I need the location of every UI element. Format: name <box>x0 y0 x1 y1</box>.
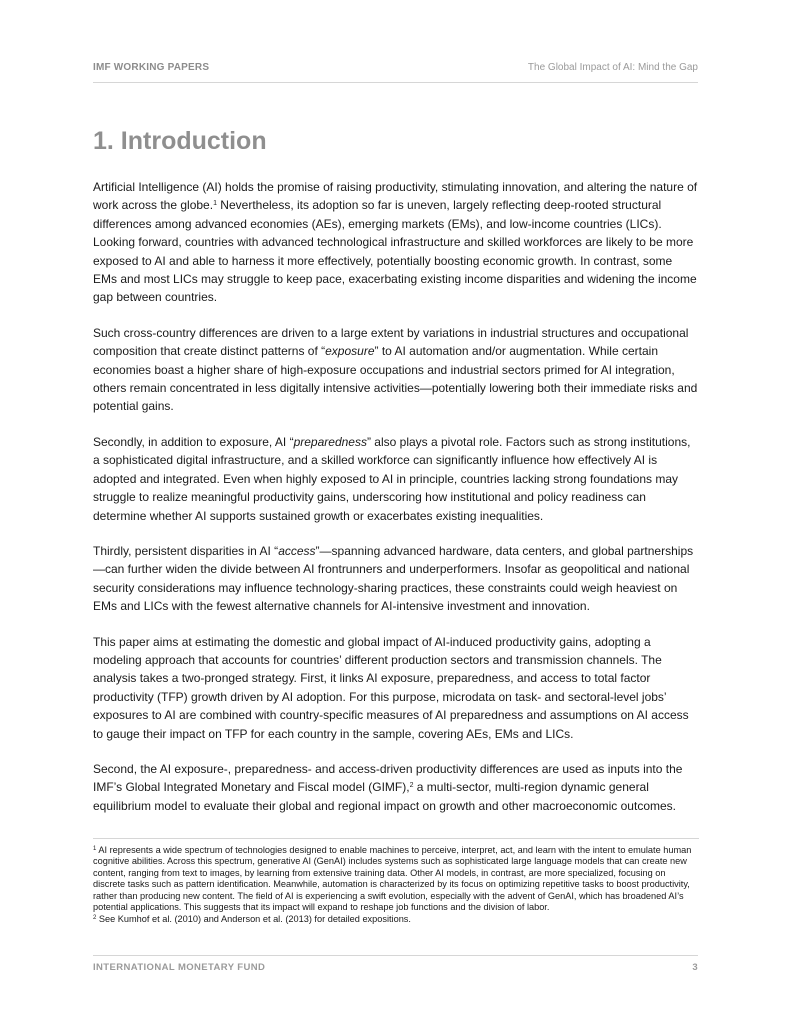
paragraph-4 <box>93 542 699 616</box>
paragraph-6-text-b: a multi-sector, multi-region dynamic general equilibrium model to evaluate their global and regional impact on growth and other macroeconomic outcomes. <box>93 780 676 813</box>
footnote-2 <box>93 914 699 925</box>
paragraph-4-text-b: ”—spanning advanced hardware, data centers, and global partnerships—can further widen the divide between AI frontrunners and underperformers. Insofar as geopolitical and national security considerations may influence technology-sharing practices, these constraints could weigh heaviest on EMs and LICs with the fewest alternative channels for AI-intensive investment and innovation. <box>93 543 694 614</box>
paragraph-2 <box>93 324 699 416</box>
paragraph-6 <box>93 760 699 815</box>
footnote-1 <box>93 845 699 913</box>
paragraph-4-text-a: Thirdly, persistent disparities in AI “ <box>93 543 279 558</box>
term-exposure: exposure <box>325 344 375 359</box>
footnote-2-text: See Kumhof et al. (2010) and Anderson et al. (2013) for detailed expositions. <box>96 914 411 925</box>
footnotes <box>93 838 699 927</box>
paragraph-2-text-b: ” to AI automation and/or augmentation. While certain economies boast a higher share of high-exposure occupations and industrial sectors primed for AI integration, others remain concentrated in less digitally intensive activities—potentially lowering both their immediate risks and potential gains. <box>93 344 698 414</box>
paragraph-1-text-a: Artificial Intelligence (AI) holds the promise of raising productivity, stimulating innovation, and altering the nature of work across the globe. <box>93 180 698 213</box>
header-paper-title: The Global Impact of AI: Mind the Gap <box>527 62 698 73</box>
footnote-1-number: 1 <box>93 846 97 852</box>
paragraph-5: This paper aims at estimating the domestic and global impact of AI-induced productivity gains, adopting a modeling approach that accounts for countries’ different production sectors and transmission channels. The analysis takes a two-pronged strategy. First, it links AI exposure, preparedness, and access to total factor productivity (TFP) growth driven by AI adoption. For this purpose, microdata on task- and sectoral-level jobs’ exposures to AI are combined with country-specific measures of AI preparedness and assumptions on AI access to gauge their impact on TFP for each country in the sample, covering AEs, EMs and LICs. <box>93 634 689 741</box>
footnote-2-number: 2 <box>93 915 97 922</box>
footnote-1-text: AI represents a wide spectrum of technologies designed to enable machines to perceive, interpret, act, and learn with the intent to emulate human cognitive abilities. Across this spectrum, generative AI (GenAI) includes systems such as sophisticated large language models that can create new content, ranging from text to images, by learning from extensive training data. Other AI models, in contrast, are more specialized, focusing on discrete tasks such as pattern identification. Meanwhile, automation is characterized by its focus on optimizing repetitive tasks to boost productivity, rather than producing new content. The field of AI is experiencing a swift evolution, especially with the advent of GenAI, which has broadened AI’s potential applications. This suggests that its impact will expand to reshape job functions and the division of labor. <box>93 845 692 913</box>
paragraph-2-text-a: Such cross-country differences are driven to a large extent by variations in industrial structures and occupational composition that create distinct patterns of “ <box>93 325 689 359</box>
paragraph-3 <box>93 433 699 525</box>
term-access: access <box>278 543 316 558</box>
page-number: 3 <box>692 962 698 973</box>
paragraph-3-text-b: ” also plays a pivotal role. Factors such as strong institutions, a sophisticated digital infrastructure, and a skilled workforce can significantly influence how effectively AI is adopted and integrated. Even when highly exposed to AI in principle, countries lacking strong foundations may struggle to realize meaningful productivity gains, underscoring how institutional and policy readiness can determine whether AI supports sustained growth or exacerbates existing inequalities. <box>93 434 691 523</box>
running-footer <box>93 955 698 973</box>
footnote-ref-2[interactable]: 2 <box>409 782 414 790</box>
header-series-title: IMF WORKING PAPERS <box>93 62 210 73</box>
section-title: 1. Introduction <box>93 127 267 155</box>
body-text <box>93 178 699 832</box>
footer-organization: INTERNATIONAL MONETARY FUND <box>93 962 266 973</box>
term-preparedness: preparedness <box>293 434 367 449</box>
paragraph-3-text-a: Secondly, in addition to exposure, AI “ <box>93 434 294 449</box>
paragraph-1-text-b: Nevertheless, its adoption so far is uneven, largely reflecting deep-rooted structural differences among advanced economies (AEs), emerging markets (EMs), and low-income countries (LICs). Looking forward, countries with advanced technological infrastructure and skilled workforces are likely to be more exposed to AI and able to harness it more effectively, potentially boosting economic growth. In contrast, some EMs and most LICs may struggle to keep pace, exacerbating existing income disparities and widening the income gap between countries. <box>93 198 697 305</box>
paragraph-1 <box>93 178 699 307</box>
footnote-ref-1[interactable]: 1 <box>213 200 217 208</box>
running-header <box>93 62 698 83</box>
paragraph-6-text-a: Second, the AI exposure-, preparedness- and access-driven productivity differences are used as inputs into the IMF’s Global Integrated Monetary and Fiscal model (GIMF), <box>93 761 683 795</box>
